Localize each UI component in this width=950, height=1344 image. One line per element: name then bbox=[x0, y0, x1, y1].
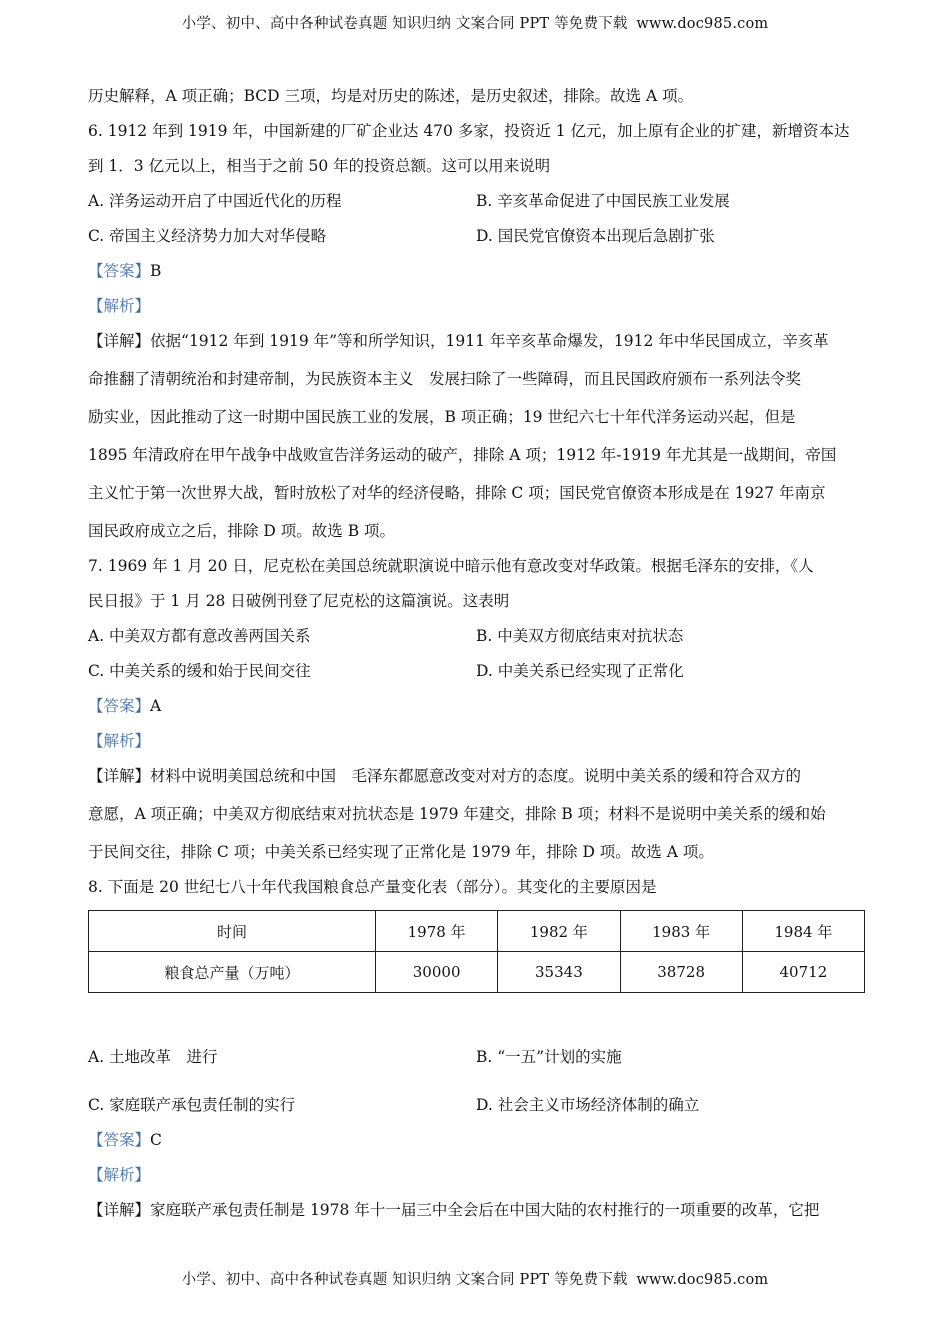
footer-url[interactable]: www.doc985.com bbox=[636, 1272, 769, 1288]
q8-option-a: A. 土地改革 进行 bbox=[88, 1048, 218, 1066]
detail-text: 材料中说明美国总统和中国 毛泽东都愿意改变对对方的态度。说明中美关系的缓和符合双方的 bbox=[150, 767, 802, 785]
answer-tag: 【答案】 bbox=[88, 1131, 151, 1149]
table-cell: 1983 年 bbox=[620, 911, 742, 952]
footer-text: 小学、初中、高中各种试卷真题 知识归纳 文案合同 PPT 等免费下载 bbox=[181, 1272, 628, 1288]
table-cell: 38728 bbox=[620, 952, 742, 993]
question-6-line-2: 到 1．3 亿元以上，相当于之前 50 年的投资总额。这可以用来说明 bbox=[88, 157, 551, 175]
q6-detail-line-3: 励实业，因此推动了这一时期中国民族工业的发展，B 项正确；19 世纪六七十年代洋务运动兴起，但是 bbox=[88, 408, 796, 426]
q8-analysis-tag: 【解析】 bbox=[88, 1166, 151, 1184]
question-6-line-1: 6. 1912 年到 1919 年，中国新建的厂矿企业达 470 多家，投资近 1 亿元，加上原有企业的扩建，新增资本达 bbox=[88, 122, 850, 140]
prev-answer-tail: 历史解释，A 项正确；BCD 三项，均是对历史的陈述，是历史叙述，排除。故选 A 项。 bbox=[88, 87, 694, 105]
table-cell: 粮食总产量（万吨） bbox=[89, 952, 376, 993]
header-url[interactable]: www.doc985.com bbox=[636, 16, 769, 32]
q8-option-d: D. 社会主义市场经济体制的确立 bbox=[476, 1096, 700, 1114]
q7-option-c: C. 中美关系的缓和始于民间交往 bbox=[88, 662, 311, 680]
q8-option-c: C. 家庭联产承包责任制的实行 bbox=[88, 1096, 296, 1114]
q6-option-d: D. 国民党官僚资本出现后急剧扩张 bbox=[476, 227, 715, 245]
header-text: 小学、初中、高中各种试卷真题 知识归纳 文案合同 PPT 等免费下载 bbox=[181, 16, 628, 32]
q6-analysis-tag: 【解析】 bbox=[88, 297, 151, 315]
page-footer bbox=[0, 1268, 950, 1289]
detail-text: 依据“1912 年到 1919 年”等和所学知识，1911 年辛亥革命爆发，1912 年中华民国成立，辛亥革 bbox=[150, 332, 829, 350]
question-7-line-1: 7. 1969 年 1 月 20 日，尼克松在美国总统就职演说中暗示他有意改变对华政策。根据毛泽东的安排，《人 bbox=[88, 557, 814, 575]
q6-detail-line-6: 国民政府成立之后，排除 D 项。故选 B 项。 bbox=[88, 522, 396, 540]
table-header-row bbox=[89, 911, 865, 952]
q8-answer bbox=[88, 1128, 162, 1150]
q7-option-d: D. 中美关系已经实现了正常化 bbox=[476, 662, 684, 680]
answer-value: A bbox=[150, 697, 162, 715]
table-cell: 1978 年 bbox=[376, 911, 498, 952]
table-cell: 1982 年 bbox=[498, 911, 620, 952]
table-cell: 35343 bbox=[498, 952, 620, 993]
q6-option-b: B. 辛亥革命促进了中国民族工业发展 bbox=[476, 192, 730, 210]
answer-value: B bbox=[150, 262, 162, 280]
question-7-line-2: 民日报》于 1 月 28 日破例刊登了尼克松的这篇演说。这表明 bbox=[88, 592, 510, 610]
q7-answer bbox=[88, 694, 161, 716]
grain-output-table bbox=[88, 910, 865, 993]
detail-text: 家庭联产承包责任制是 1978 年十一届三中全会后在中国大陆的农村推行的一项重要的改革，它把 bbox=[150, 1201, 820, 1219]
detail-tag: 【详解】 bbox=[88, 332, 151, 350]
answer-tag: 【答案】 bbox=[88, 262, 151, 280]
q6-detail-line-2: 命推翻了清朝统治和封建帝制，为民族资本主义 发展扫除了一些障碍，而且民国政府颁布一系列法令奖 bbox=[88, 370, 802, 388]
q8-option-b: B. “一五”计划的实施 bbox=[476, 1048, 622, 1066]
q7-option-a: A. 中美双方都有意改善两国关系 bbox=[88, 627, 311, 645]
q7-detail-line-1 bbox=[88, 764, 801, 786]
table-row bbox=[89, 952, 865, 993]
table-cell: 时间 bbox=[89, 911, 376, 952]
q7-option-b: B. 中美双方彻底结束对抗状态 bbox=[476, 627, 684, 645]
q6-option-a: A. 洋务运动开启了中国近代化的历程 bbox=[88, 192, 342, 210]
table-cell: 1984 年 bbox=[742, 911, 864, 952]
answer-value: C bbox=[150, 1131, 162, 1149]
q8-detail-line-1 bbox=[88, 1198, 819, 1220]
q6-answer bbox=[88, 259, 161, 281]
detail-tag: 【详解】 bbox=[88, 767, 151, 785]
q7-analysis-tag: 【解析】 bbox=[88, 732, 151, 750]
table-cell: 40712 bbox=[742, 952, 864, 993]
q7-detail-line-2: 意愿，A 项正确；中美双方彻底结束对抗状态是 1979 年建交，排除 B 项；材料不是说明中美关系的缓和始 bbox=[88, 805, 826, 823]
q6-detail-line-4: 1895 年清政府在甲午战争中战败宣告洋务运动的破产，排除 A 项；1912 年-1919 年尤其是一战期间，帝国 bbox=[88, 446, 837, 464]
q6-detail-line-1 bbox=[88, 329, 829, 351]
detail-tag: 【详解】 bbox=[88, 1201, 151, 1219]
q6-detail-line-5: 主义忙于第一次世界大战，暂时放松了对华的经济侵略，排除 C 项；国民党官僚资本形成是在 1927 年南京 bbox=[88, 484, 826, 502]
page-header bbox=[0, 12, 950, 33]
question-8: 8. 下面是 20 世纪七八十年代我国粮食总产量变化表（部分）。其变化的主要原因是 bbox=[88, 878, 657, 896]
table-cell: 30000 bbox=[376, 952, 498, 993]
q6-option-c: C. 帝国主义经济势力加大对华侵略 bbox=[88, 227, 327, 245]
answer-tag: 【答案】 bbox=[88, 697, 151, 715]
q7-detail-line-3: 于民间交往，排除 C 项；中美关系已经实现了正常化是 1979 年，排除 D 项。故选 A 项。 bbox=[88, 843, 714, 861]
